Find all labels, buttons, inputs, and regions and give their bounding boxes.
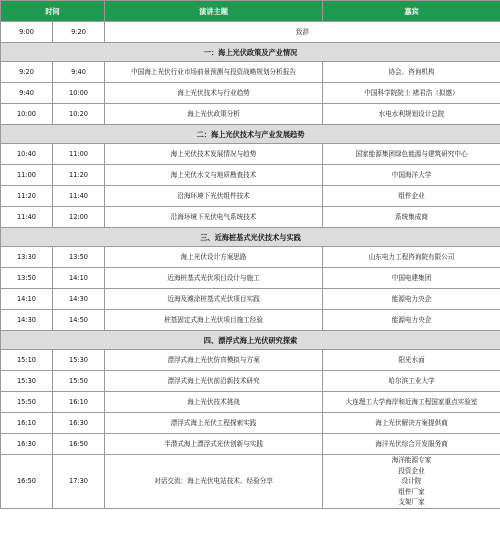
guest: 中国科学院院士 褚君浩（拟邀）	[323, 83, 500, 104]
guest: 水电水利规划设计总院	[323, 104, 500, 125]
talk-topic: 对话交流：海上光伏电站技术、经验分享	[105, 455, 323, 509]
end-time: 14:50	[53, 310, 105, 331]
talk-topic: 海上光伏技术挑战	[105, 392, 323, 413]
guest: 海上光伏解决方案提供商	[323, 413, 500, 434]
start-time: 11:20	[1, 186, 53, 207]
section-title: 二：海上光伏技术与产业发展趋势	[1, 125, 500, 144]
start-time: 13:30	[1, 247, 53, 268]
section-header	[1, 43, 500, 62]
section-header	[1, 228, 500, 247]
closing-row	[1, 455, 500, 509]
agenda-row	[1, 207, 500, 228]
talk-topic: 沿海环境下光伏组件技术	[105, 186, 323, 207]
end-time: 14:10	[53, 268, 105, 289]
end-time: 11:40	[53, 186, 105, 207]
talk-topic: 漂浮式海上光伏工程探索实践	[105, 413, 323, 434]
header-time: 时间	[1, 1, 105, 22]
guest: 能源电力央企	[323, 310, 500, 331]
talk-topic: 半潜式海上漂浮式光伏创新与实践	[105, 434, 323, 455]
talk-topic: 漂浮式海上光伏前沿新技术研究	[105, 371, 323, 392]
guest: 海洋光伏综合开发服务商	[323, 434, 500, 455]
agenda-row	[1, 371, 500, 392]
talk-topic: 近海桩基式光伏项目设计与施工	[105, 268, 323, 289]
guest: 山东电力工程咨询院有限公司	[323, 247, 500, 268]
end-time: 15:50	[53, 371, 105, 392]
end-time: 12:00	[53, 207, 105, 228]
guest: 阳光水面	[323, 350, 500, 371]
agenda-row	[1, 144, 500, 165]
section-title: 三、近海桩基式光伏技术与实践	[1, 228, 500, 247]
guest: 国家能源集团绿色能源与建筑研究中心	[323, 144, 500, 165]
talk-topic: 海上光伏水文与地质勘查技术	[105, 165, 323, 186]
talk-topic: 海上光伏设计方案思路	[105, 247, 323, 268]
start-time: 10:40	[1, 144, 53, 165]
agenda-row	[1, 350, 500, 371]
talk-topic: 中国海上光伏行业市场前景预测与投资战略规划分析报告	[105, 62, 323, 83]
start-time: 11:00	[1, 165, 53, 186]
start-time: 16:30	[1, 434, 53, 455]
guest-list-item: 设计院	[401, 477, 422, 485]
guest-list-item: 组件厂家	[398, 487, 425, 496]
agenda-row	[1, 62, 500, 83]
end-time: 15:30	[53, 350, 105, 371]
start-time: 9:40	[1, 83, 53, 104]
start-time: 15:10	[1, 350, 53, 371]
end-time: 16:30	[53, 413, 105, 434]
start-time: 9:20	[1, 62, 53, 83]
start-time: 15:50	[1, 392, 53, 413]
section-title: 四、漂浮式海上光伏研究探索	[1, 331, 500, 350]
guest: 协会、咨询机构	[323, 62, 500, 83]
header-row	[1, 1, 500, 22]
end-time: 10:00	[53, 83, 105, 104]
section-header	[1, 125, 500, 144]
start-time: 11:40	[1, 207, 53, 228]
agenda-row	[1, 434, 500, 455]
agenda-row	[1, 104, 500, 125]
end-time: 10:20	[53, 104, 105, 125]
talk-topic: 桩基固定式海上光伏项目施工经验	[105, 310, 323, 331]
guest: 系统集成商	[323, 207, 500, 228]
agenda-row	[1, 165, 500, 186]
talk-topic: 沿海环境下光伏电气系统技术	[105, 207, 323, 228]
guest: 组件企业	[323, 186, 500, 207]
opening-topic: 致辞	[105, 22, 500, 43]
opening-row	[1, 22, 500, 43]
start-time: 15:30	[1, 371, 53, 392]
agenda-row	[1, 413, 500, 434]
guest: 哈尔滨工业大学	[323, 371, 500, 392]
start-time: 9:00	[1, 22, 53, 43]
end-time: 17:30	[53, 455, 105, 509]
end-time: 16:50	[53, 434, 105, 455]
end-time: 16:10	[53, 392, 105, 413]
end-time: 11:20	[53, 165, 105, 186]
end-time: 9:20	[53, 22, 105, 43]
end-time: 14:30	[53, 289, 105, 310]
agenda-row	[1, 310, 500, 331]
section-title: 一：海上光伏政策及产业情况	[1, 43, 500, 62]
end-time: 9:40	[53, 62, 105, 83]
guest-list-item: 海洋能源专家	[391, 456, 432, 464]
start-time: 13:50	[1, 268, 53, 289]
agenda-row	[1, 83, 500, 104]
start-time: 14:10	[1, 289, 53, 310]
start-time: 10:00	[1, 104, 53, 125]
end-time: 11:00	[53, 144, 105, 165]
start-time: 16:50	[1, 455, 53, 509]
talk-topic: 海上光伏政策分析	[105, 104, 323, 125]
agenda-row	[1, 268, 500, 289]
agenda-row	[1, 392, 500, 413]
agenda-row	[1, 186, 500, 207]
guest: 中国海洋大学	[323, 165, 500, 186]
guest: 大连理工大学海岸和近海工程国家重点实验室	[323, 392, 500, 413]
start-time: 14:30	[1, 310, 53, 331]
guest: 能源电力央企	[323, 289, 500, 310]
agenda-row	[1, 247, 500, 268]
start-time: 16:10	[1, 413, 53, 434]
section-header	[1, 331, 500, 350]
guest: 中国电建集团	[323, 268, 500, 289]
guest-list-item: 投资企业	[398, 466, 425, 475]
talk-topic: 漂浮式海上光伏仿真模拟与方案	[105, 350, 323, 371]
header-topic: 演讲主题	[105, 1, 323, 22]
end-time: 13:50	[53, 247, 105, 268]
guest-list	[323, 455, 500, 509]
agenda-row	[1, 289, 500, 310]
header-guest: 嘉宾	[323, 1, 500, 22]
talk-topic: 海上光伏技术发展情况与趋势	[105, 144, 323, 165]
talk-topic: 海上光伏技术与行业趋势	[105, 83, 323, 104]
talk-topic: 近海及滩涂桩基式光伏项目实践	[105, 289, 323, 310]
guest-list-item: 支架厂家	[398, 498, 425, 506]
